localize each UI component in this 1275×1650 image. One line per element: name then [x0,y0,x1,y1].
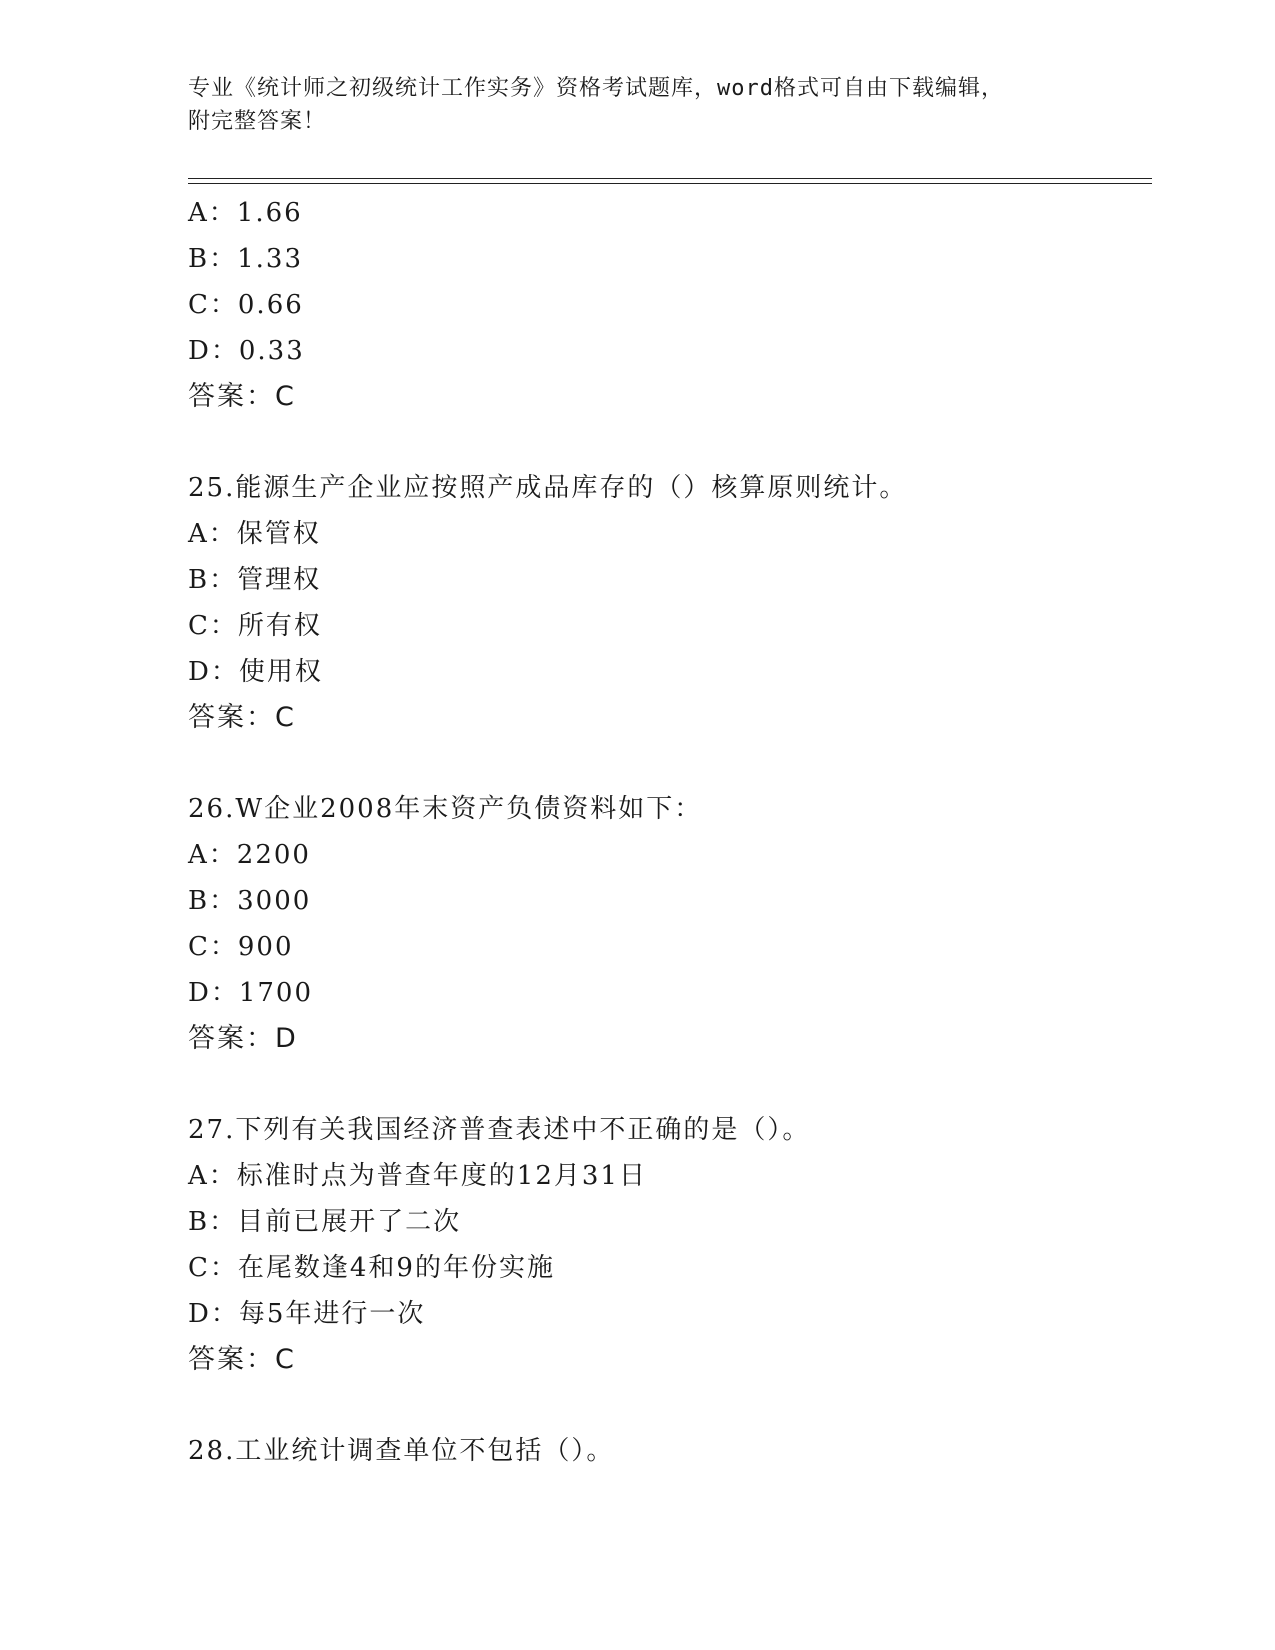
spacer [188,1383,1148,1428]
question-27-block [188,1107,1148,1383]
question-text: 26.W企业2008年末资产负债资料如下： [188,794,703,824]
question-26-block [188,786,1148,1062]
header-line-1: 专业《统计师之初级统计工作实务》资格考试题库，word格式可自由下载编辑， [188,76,1004,101]
header-line-2: 附完整答案！ [188,109,327,134]
answer-line: 答案：C [188,381,296,412]
document-header [188,72,1088,138]
option-a: A：1.66 [188,198,303,228]
option-b: B：1.33 [188,244,303,274]
option-d: D：使用权 [188,657,323,687]
option-d: D：1700 [188,978,314,1008]
question-list [188,190,1148,1474]
spacer [188,420,1148,465]
option-b: B：3000 [188,886,312,916]
answer-line: 答案：C [188,702,296,733]
option-c: C：900 [188,932,294,962]
option-c: C：0.66 [188,290,304,320]
question-text: 25.能源生产企业应按照产成品库存的（）核算原则统计。 [188,473,908,503]
option-c: C：所有权 [188,611,322,641]
option-b: B：管理权 [188,565,322,595]
question-25-block [188,465,1148,741]
question-28-block [188,1428,1148,1474]
question-text: 27.下列有关我国经济普查表述中不正确的是（）。 [188,1115,811,1145]
option-c: C：在尾数逢4和9的年份实施 [188,1253,555,1283]
option-b: B：目前已展开了二次 [188,1207,462,1237]
option-d: D：0.33 [188,336,305,366]
question-24-block [188,190,1148,420]
header-divider-bottom [188,183,1152,184]
answer-line: 答案：D [188,1023,298,1054]
header-divider-top [188,178,1152,179]
answer-line: 答案：C [188,1344,296,1375]
spacer [188,741,1148,786]
option-a: A：2200 [188,840,311,870]
option-a: A：标准时点为普查年度的12月31日 [188,1161,647,1191]
option-a: A：保管权 [188,519,321,549]
question-text: 28.工业统计调查单位不包括（）。 [188,1436,615,1466]
option-d: D：每5年进行一次 [188,1299,426,1329]
spacer [188,1062,1148,1107]
